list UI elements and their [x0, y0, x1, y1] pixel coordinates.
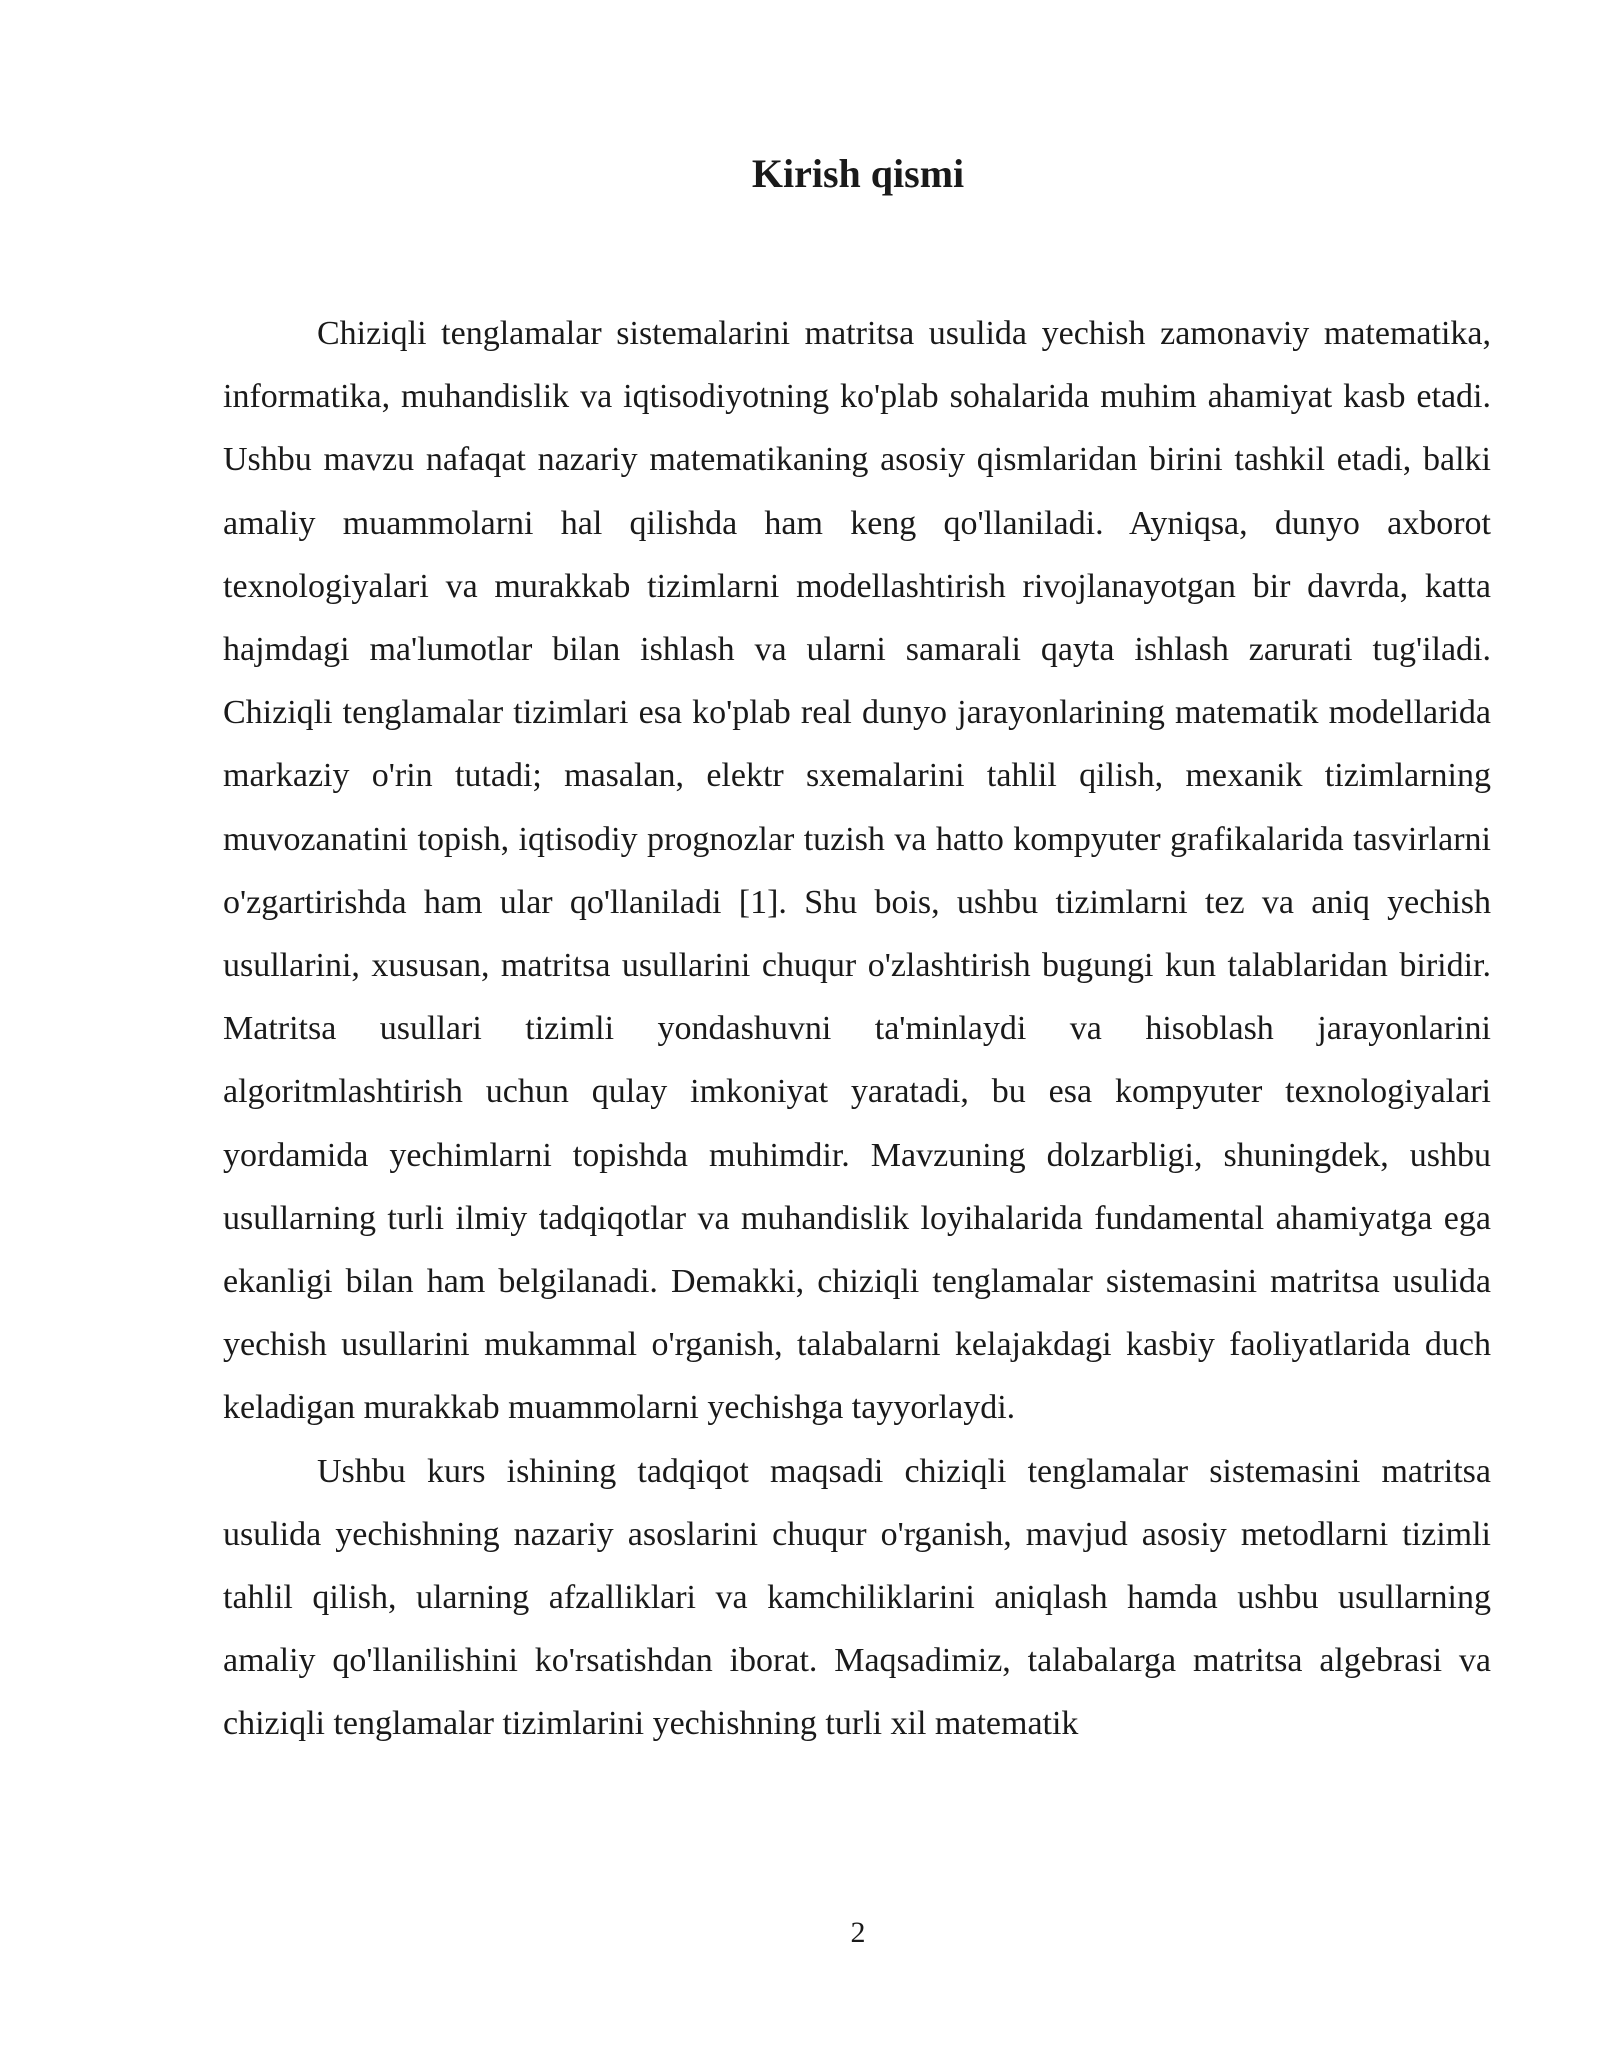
page-number: 2 [850, 1916, 866, 1949]
paragraph-research-goal: Ushbu kurs ishining tadqiqot maqsadi chiziqli tenglamalar sistemasini matritsa usulida yechishning nazariy asoslarini chuqur o'rganish, mavjud asosiy metodlarni tizimli tahlil qilish, ularning afzalliklari va kamchiliklarini aniqlash hamda ushbu usullarning amaliy qo'llanilishini ko'rsatishdan iborat. Maqsadimiz, talabalarga matritsa algebrasi va chiziqli tenglamalar tizimlarini yechishning turli xil matematik [223, 1452, 1491, 1743]
page-title: Kirish qismi [751, 151, 965, 196]
paragraph-introduction: Chiziqli tenglamalar sistemalarini matritsa usulida yechish zamonaviy matematika, informatika, muhandislik va iqtisodiyotning ko'plab sohalarida muhim ahamiyat kasb etadi. Ushbu mavzu nafaqat nazariy matematikaning asosiy qismlaridan birini tashkil etadi, balki amaliy muammolarni hal qilishda ham keng qo'llaniladi. Ayniqsa, dunyo axborot texnologiyalari va murakkab tizimlarni modellashtirish rivojlanayotgan bir davrda, katta hajmdagi ma'lumotlar bilan ishlash va ularni samarali qayta ishlash zarurati tug'iladi. Chiziqli tenglamalar tizimlari esa ko'plab real dunyo jarayonlarining matematik modellarida markaziy o'rin tutadi; masalan, elektr sxemalarini tahlil qilish, mexanik tizimlarning muvozanatini topish, iqtisodiy prognozlar tuzish va hatto kompyuter grafikalarida tasvirlarni o'zgartirishda ham ular qo'llaniladi [1]. Shu bois, ushbu tizimlarni tez va aniq yechish usullarini, xususan, matritsa usullarini chuqur o'zlashtirish bugungi kun talablaridan biridir. Matritsa usullari tizimli yondashuvni ta'minlaydi va hisoblash jarayonlarini algoritmlashtirish uchun qulay imkoniyat yaratadi, bu esa kompyuter texnologiyalari yordamida yechimlarni topishda muhimdir. Mavzuning dolzarbligi, shuningdek, ushbu usullarning turli ilmiy tadqiqotlar va muhandislik loyihalarida fundamental ahamiyatga ega ekanligi bilan ham belgilanadi. Demakki, chiziqli tenglamalar sistemasini matritsa usulida yechish usullarini mukammal o'rganish, talabalarni kelajakdagi kasbiy faoliyatlarida duch keladigan murakkab muammolarni yechishga tayyorlaydi. [223, 315, 1491, 1427]
body-text [223, 302, 1491, 1756]
